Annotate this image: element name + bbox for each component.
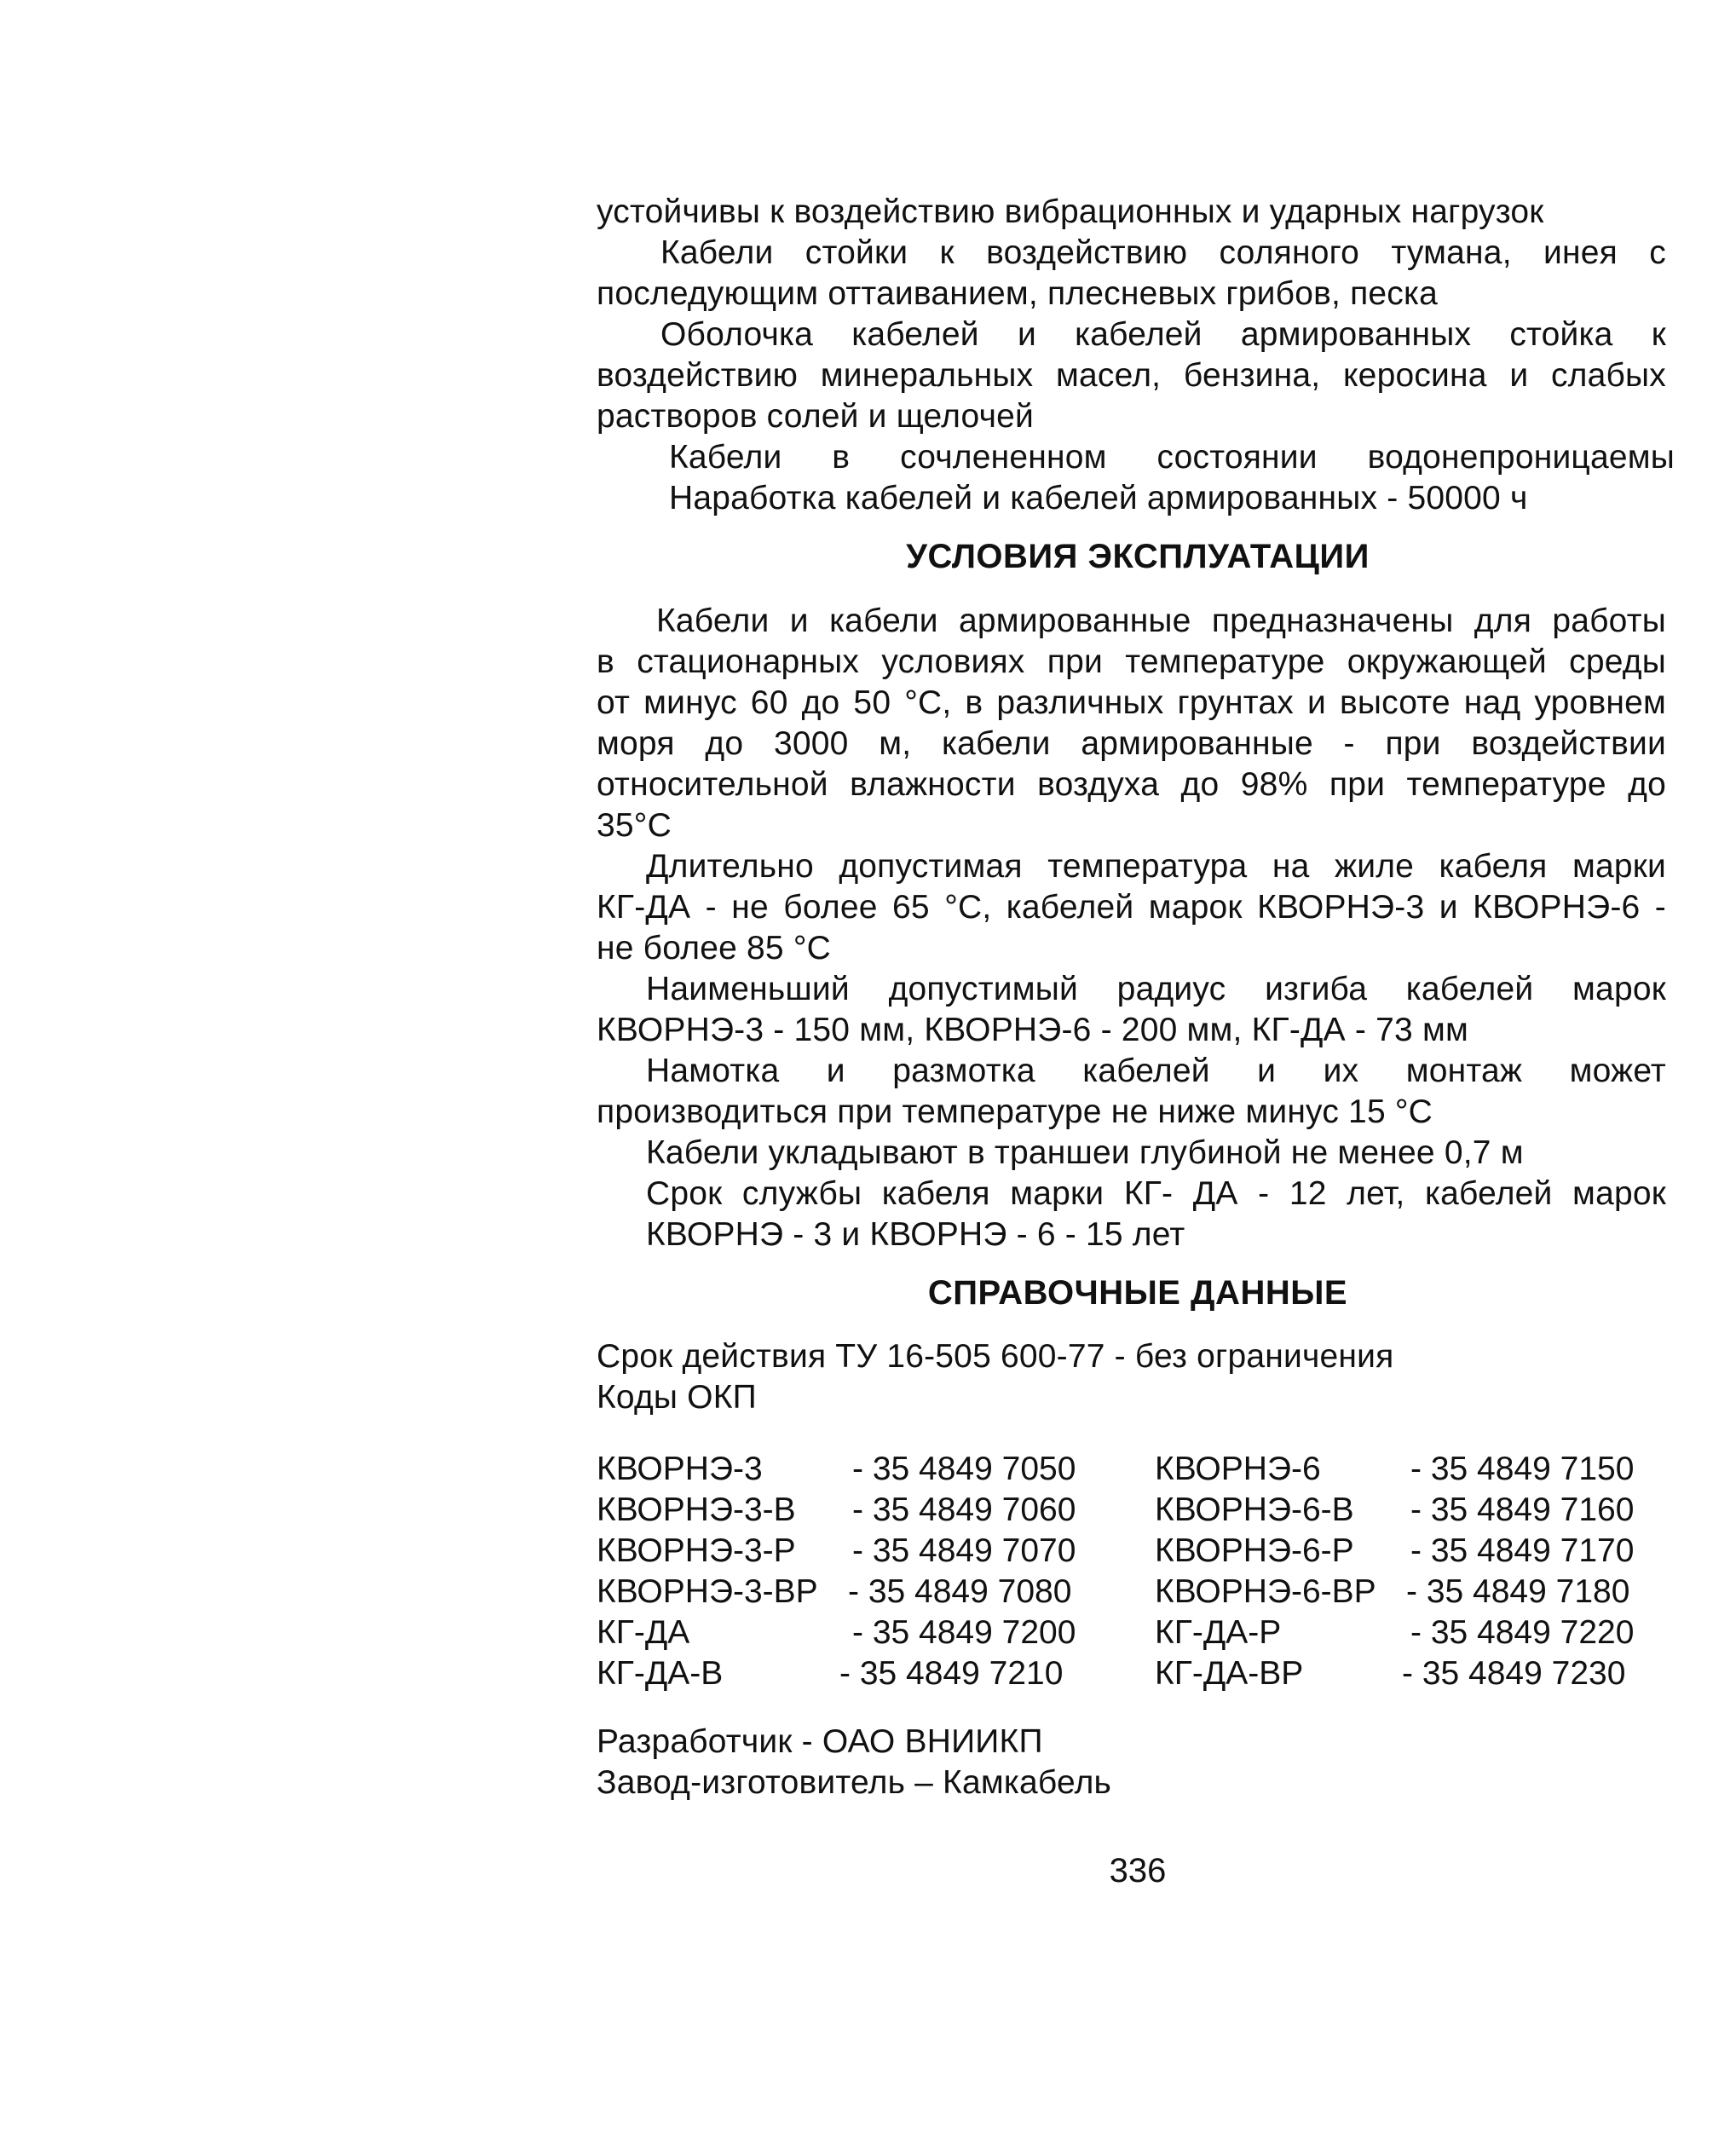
text-line: Кабели в сочлененном состоянии водонепроницаемы <box>669 439 1675 476</box>
cable-mark: КВОРНЭ-6-В <box>1155 1491 1354 1528</box>
text-line: от минус 60 до 50 °С, в различных грунтах и высоте над уровнем <box>597 684 1666 721</box>
okp-code: - 35 4849 7210 <box>839 1655 1064 1692</box>
text-line: не более 85 °С <box>597 930 831 966</box>
cable-mark: КГ-ДА-В <box>597 1655 724 1692</box>
cable-mark: КВОРНЭ-3-ВР <box>597 1573 818 1610</box>
text-line: КВОРНЭ-3 - 150 мм, КВОРНЭ-6 - 200 мм, КГ-ДА - 73 мм <box>597 1012 1468 1048</box>
table-row <box>597 1572 1679 1613</box>
table-row <box>597 1490 1679 1531</box>
text-line: Наименьший допустимый радиус изгиба кабелей марок <box>646 971 1666 1007</box>
text-line: относительной влажности воздуха до 98% при температуре до <box>597 766 1666 803</box>
text-line: воздействию минеральных масел, бензина, керосина и слабых <box>597 357 1666 394</box>
text-line: растворов солей и щелочей <box>597 398 1034 435</box>
text-line: Кабели стойки к воздействию соляного тумана, инея с <box>660 234 1666 271</box>
text-line: Кабели укладывают в траншеи глубиной не менее 0,7 м <box>646 1134 1524 1171</box>
text-line: КГ-ДА - не более 65 °С, кабелей марок КВОРНЭ-3 и КВОРНЭ-6 - <box>597 889 1666 926</box>
text-line: моря до 3000 м, кабели армированные - при воздействии <box>597 725 1666 762</box>
cable-mark: КВОРНЭ-6 <box>1155 1451 1321 1487</box>
okp-code: - 35 4849 7150 <box>1410 1451 1635 1487</box>
okp-code: - 35 4849 7170 <box>1410 1532 1635 1569</box>
text-line: производиться при температуре не ниже минус 15 °С <box>597 1093 1433 1130</box>
text-line: КВОРНЭ - 3 и КВОРНЭ - 6 - 15 лет <box>646 1216 1185 1253</box>
okp-code: - 35 4849 7050 <box>852 1451 1076 1487</box>
okp-code: - 35 4849 7180 <box>1406 1573 1630 1610</box>
text-line: Кабели и кабели армированные предназначены для работы <box>656 603 1666 639</box>
okp-code: - 35 4849 7160 <box>1410 1491 1635 1528</box>
text-line: последующим оттаиванием, плесневых грибов, песка <box>597 275 1438 312</box>
okp-code: - 35 4849 7060 <box>852 1491 1076 1528</box>
table-row <box>597 1449 1679 1490</box>
table-row <box>597 1653 1679 1694</box>
text-line: Намотка и размотка кабелей и их монтаж может <box>646 1053 1666 1089</box>
section-heading-operating-conditions: УСЛОВИЯ ЭКСПЛУАТАЦИИ <box>906 538 1370 575</box>
cable-mark: КВОРНЭ-3-В <box>597 1491 796 1528</box>
cable-mark: КГ-ДА <box>597 1614 690 1651</box>
cable-mark: КВОРНЭ-3 <box>597 1451 763 1487</box>
okp-code: - 35 4849 7230 <box>1402 1655 1626 1692</box>
cable-mark: КВОРНЭ-3-Р <box>597 1532 796 1569</box>
codes-label: Коды ОКП <box>597 1379 757 1416</box>
validity-text: Срок действия ТУ 16-505 600-77 - без ограничения <box>597 1338 1394 1375</box>
cable-mark: КГ-ДА-ВР <box>1155 1655 1304 1692</box>
text-line: в стационарных условиях при температуре окружающей среды <box>597 643 1666 680</box>
page-number: 336 <box>1109 1852 1167 1889</box>
text-line: Наработка кабелей и кабелей армированных - 50000 ч <box>669 480 1528 516</box>
okp-code: - 35 4849 7070 <box>852 1532 1076 1569</box>
cable-mark: КВОРНЭ-6-ВР <box>1155 1573 1376 1610</box>
cable-mark: КВОРНЭ-6-Р <box>1155 1532 1354 1569</box>
developer-text: Разработчик - ОАО ВНИИКП <box>597 1723 1043 1760</box>
cable-mark: КГ-ДА-Р <box>1155 1614 1282 1651</box>
text-line: Длительно допустимая температура на жиле кабеля марки <box>646 848 1666 885</box>
section-heading-reference-data: СПРАВОЧНЫЕ ДАННЫЕ <box>927 1274 1348 1312</box>
okp-code: - 35 4849 7080 <box>848 1573 1072 1610</box>
table-row <box>597 1613 1679 1653</box>
text-line: Срок службы кабеля марки КГ- ДА - 12 лет, кабелей марок <box>646 1175 1666 1212</box>
table-row <box>597 1531 1679 1572</box>
manufacturer-text: Завод-изготовитель – Камкабель <box>597 1764 1112 1801</box>
okp-code: - 35 4849 7220 <box>1410 1614 1635 1651</box>
text-line: Оболочка кабелей и кабелей армированных стойка к <box>660 316 1666 353</box>
text-line: устойчивы к воздействию вибрационных и ударных нагрузок <box>597 193 1544 230</box>
text-line: 35°С <box>597 807 672 844</box>
okp-codes-table <box>597 1449 1679 1694</box>
okp-code: - 35 4849 7200 <box>852 1614 1076 1651</box>
